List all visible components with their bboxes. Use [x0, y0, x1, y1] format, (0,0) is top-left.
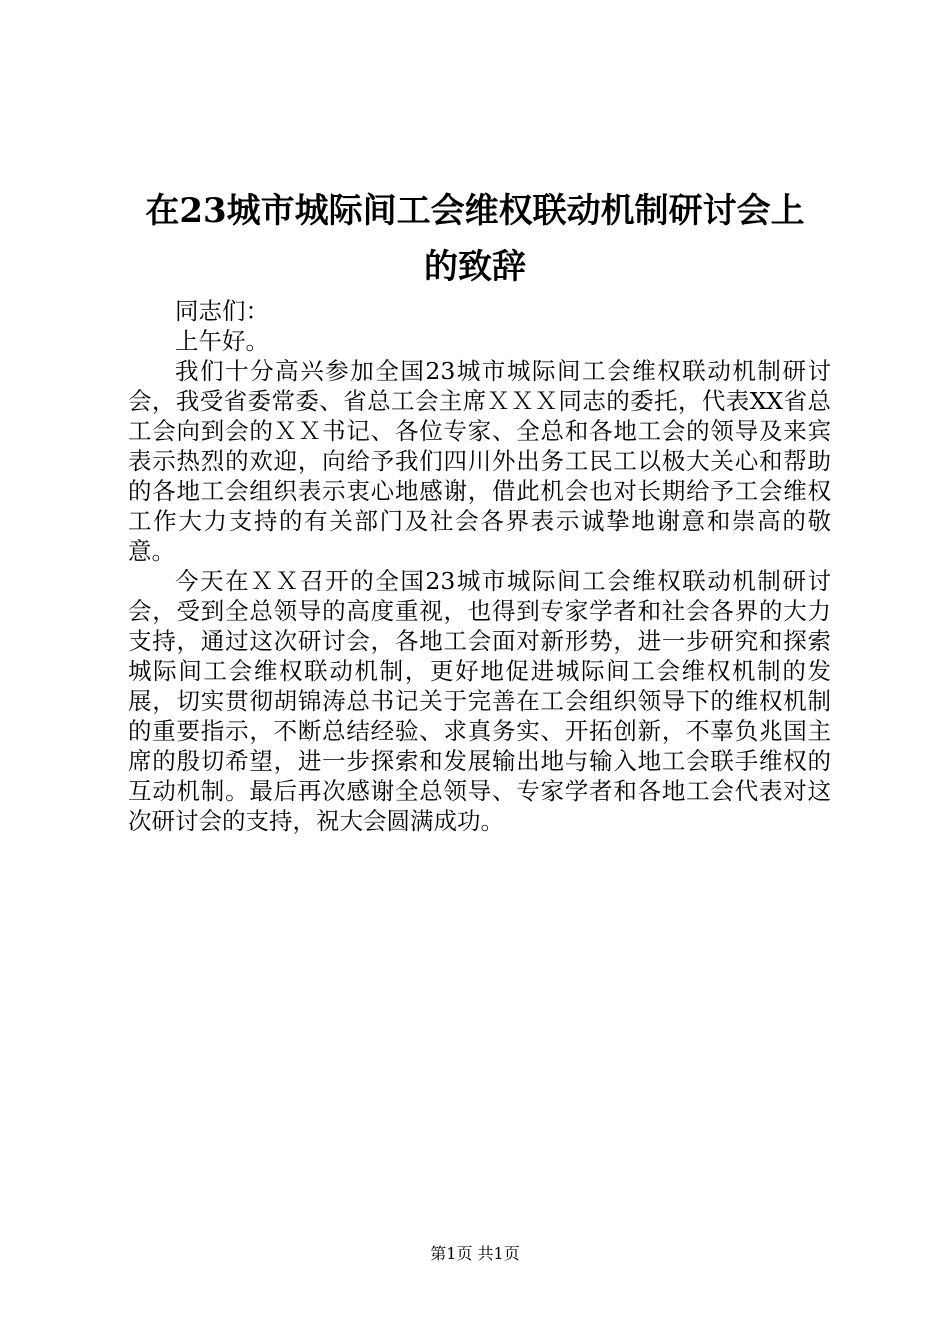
paragraph-closing: 今天在ＸＸ召开的全国23城市城际间工会维权联动机制研讨会，受到全总领导的高度重视，也得到专家学者和社会各界的大力支持，通过这次研讨会，各地工会面对新形势，进一步研究和探索城际间工会维权联动机制，更好地促进城际间工会维权机制的发展，切实贯彻胡锦涛总书记关于完善在工会组织领导下的维权机制的重要指示，不断总结经验、求真务实、开拓创新，不辜负兆国主席的殷切希望，进一步探索和发展输出地与输入地工会联手维权的互动机制。最后再次感谢全总领导、专家学者和各地工会代表对这次研讨会的支持，祝大会圆满成功。	[128, 567, 831, 835]
title-line-2: 的致辞	[424, 247, 526, 287]
page-footer: 第1页 共1页	[430, 1244, 520, 1263]
document-title	[120, 183, 830, 295]
greeting: 上午好。	[175, 327, 269, 355]
title-line-1: 在23城市城际间工会维权联动机制研讨会上	[145, 191, 805, 231]
document-body	[128, 296, 831, 836]
paragraph-welcome: 我们十分高兴参加全国23城市城际间工会维权联动机制研讨会，我受省委常委、省总工会主席ＸＸＸ同志的委托，代表XX省总工会向到会的ＸＸ书记、各位专家、全总和各地工会的领导及来宾表示热烈的欢迎，向给予我们四川外出务工民工以极大关心和帮助的各地工会组织表示衷心地感谢，借此机会也对长期给予工会维权工作大力支持的有关部门及社会各界表示诚挚地谢意和崇高的敬意。	[128, 357, 831, 565]
salutation: 同志们：	[175, 297, 269, 325]
